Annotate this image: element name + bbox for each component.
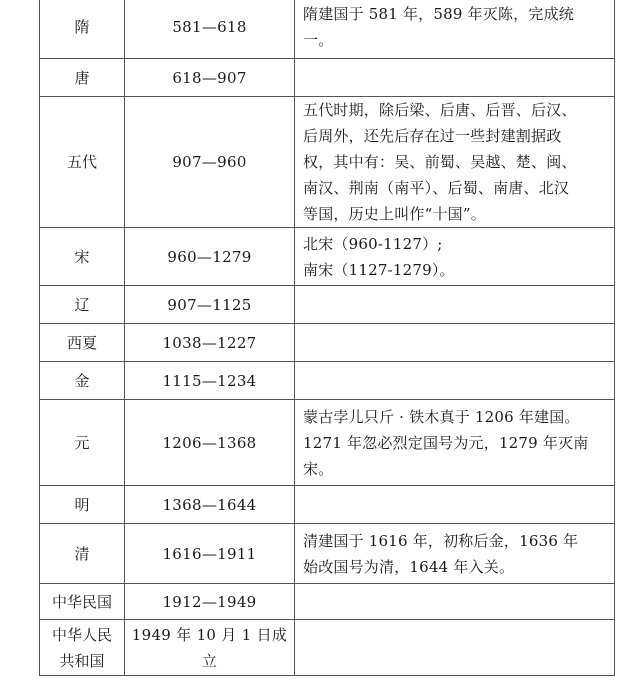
dynasty-years: 960—1279: [125, 228, 295, 286]
table-row: [40, 286, 615, 324]
dynasty-name: 共和国: [59, 651, 105, 670]
dynasty-name-cell: [40, 286, 125, 324]
dynasty-name: 西夏: [66, 333, 97, 352]
table-row: [40, 584, 615, 620]
table-row: [40, 362, 615, 400]
dynasty-years: 907—1125: [125, 286, 295, 324]
dynasty-name: 明: [74, 495, 90, 514]
note-line: 南汉、荆南（南平）、后蜀、南唐、北汉: [303, 179, 570, 197]
dynasty-years: 1368—1644: [125, 486, 295, 524]
dynasty-name: 五代: [66, 153, 97, 171]
note-line: 五代时期，除后梁、后唐、后晋、后汉、: [303, 101, 577, 119]
note-line: 后周外，还先后存在过一些封建割据政: [303, 127, 562, 145]
dynasty-years: 1949 年 10 月 1 日成立: [125, 620, 295, 676]
dynasty-name-cell: [40, 524, 125, 584]
dynasty-years: 1912—1949: [125, 584, 295, 620]
dynasty-name-cell: [40, 228, 125, 286]
dynasty-name: 唐: [74, 68, 90, 87]
note-line: 宋。: [303, 459, 334, 478]
dynasty-years: 581—618: [125, 0, 295, 59]
dynasty-name: 元: [74, 433, 90, 452]
dynasty-note-cell: [295, 228, 615, 286]
dynasty-name-cell: [40, 59, 125, 97]
dynasty-years: 1206—1368: [125, 400, 295, 486]
note-line: 北宋（960-1127）;: [303, 234, 443, 253]
note-line: 南宋（1127-1279）。: [303, 260, 455, 279]
dynasty-name: 辽: [74, 295, 90, 314]
dynasty-name: 清: [74, 544, 90, 563]
dynasty-note-cell: [295, 0, 615, 59]
dynasty-note-cell: [295, 620, 615, 676]
note-line: 清建国于 1616 年，初称后金，1636 年: [303, 531, 579, 550]
table-row: [40, 620, 615, 676]
table-row: [40, 97, 615, 228]
note-line: 权，其中有：吴、前蜀、吴越、楚、闽、: [303, 153, 577, 171]
note-line: 始改国号为清，1644 年入关。: [303, 557, 515, 576]
table-row: [40, 524, 615, 584]
dynasty-name: 隋: [74, 17, 90, 36]
dynasty-name-cell: [40, 362, 125, 400]
note-line: 隋建国于 581 年，589 年灭陈，完成统: [303, 4, 574, 23]
note-line: 等国，历史上叫作“十国”。: [303, 205, 486, 223]
dynasty-years: 1616—1911: [125, 524, 295, 584]
dynasty-note-cell: [295, 59, 615, 97]
dynasty-note-cell: [295, 584, 615, 620]
dynasty-years: 1038—1227: [125, 324, 295, 362]
dynasty-name-cell: [40, 620, 125, 676]
dynasty-note-cell: [295, 362, 615, 400]
table-row: [40, 324, 615, 362]
note-line: 1271 年忽必烈定国号为元，1279 年灭南: [303, 433, 589, 452]
dynasty-years: 1115—1234: [125, 362, 295, 400]
table-row: [40, 0, 615, 59]
dynasty-note-cell: [295, 486, 615, 524]
dynasty-name-cell: [40, 324, 125, 362]
dynasty-note-cell: [295, 97, 615, 228]
dynasty-name: 中华民国: [51, 592, 112, 611]
note-line: 一。: [303, 30, 334, 49]
dynasty-years: 618—907: [125, 59, 295, 97]
dynasty-note-cell: [295, 400, 615, 486]
note-line: 蒙古孛儿只斤 · 铁木真于 1206 年建国。: [303, 407, 580, 426]
table-row: [40, 228, 615, 286]
table-row: [40, 59, 615, 97]
dynasty-note-cell: [295, 324, 615, 362]
dynasty-note-cell: [295, 286, 615, 324]
dynasty-name: 金: [74, 371, 90, 390]
dynasty-years: 907—960: [125, 97, 295, 228]
dynasty-name: 宋: [74, 247, 90, 266]
dynasty-note-cell: [295, 524, 615, 584]
dynasty-name-cell: [40, 97, 125, 228]
table-row: [40, 486, 615, 524]
dynasty-name-cell: [40, 0, 125, 59]
dynasty-name: 中华人民: [51, 625, 112, 644]
dynasty-name-cell: [40, 486, 125, 524]
dynasty-name-cell: [40, 584, 125, 620]
dynasty-name-cell: [40, 400, 125, 486]
table-row: [40, 400, 615, 486]
dynasty-chronology-table: [39, 0, 615, 676]
